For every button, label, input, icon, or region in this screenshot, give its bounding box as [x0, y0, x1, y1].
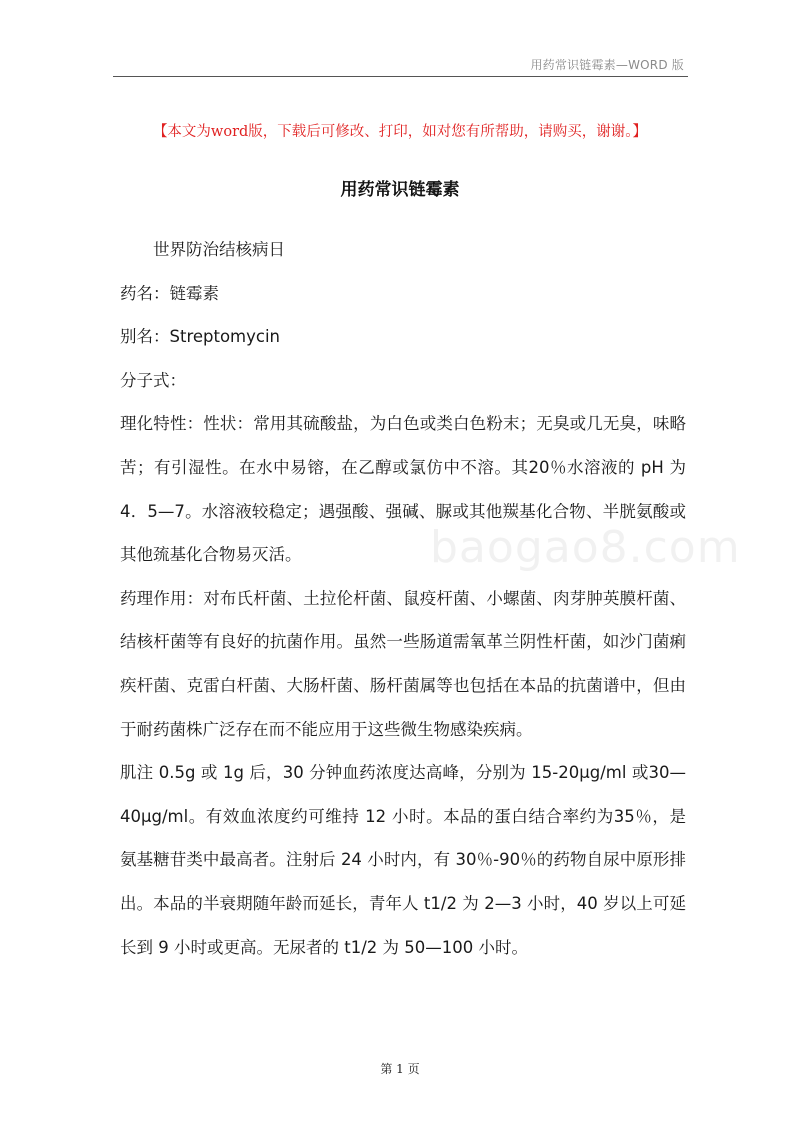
- paragraph-drug-name: 药名：链霉素: [120, 283, 219, 303]
- header-rule: [113, 76, 688, 77]
- paragraph-pharmacokinetics: 肌注 0.5g 或 1g 后，30 分钟血药浓度达高峰，分别为 15-20μg/ml 或30—40μg/ml。有效血浓度约可维持 12 小时。本品的蛋白结合率约为35％，是氨基糖苷类中最高者。注射后 24 小时内，有 30％-90％的药物自尿中原形排出。本品的半衰期随年龄而延长，青年人 t1/2 为 2—3 小时，40 岁以上可延长到 9 小时或更高。无尿者的 t1/2 为 50—100 小时。: [120, 763, 686, 957]
- page-number: 第 1 页: [380, 1062, 420, 1076]
- document-body: [120, 228, 686, 969]
- paragraph-formula: 分子式：: [120, 370, 186, 390]
- paragraph-alias: 别名：Streptomycin: [120, 327, 281, 347]
- paragraph-pharmacology: 药理作用：对布氏杆菌、土拉伦杆菌、鼠疫杆菌、小螺菌、肉芽肿英膜杆菌、结核杆菌等有良好的抗菌作用。虽然一些肠道需氧革兰阴性杆菌，如沙门菌痢疾杆菌、克雷白杆菌、大肠杆菌、肠杆菌属等也包括在本品的抗菌谱中，但由于耐药菌株广泛存在而不能应用于这些微生物感染疾病。: [120, 588, 686, 739]
- running-header: 用药常识链霉素—WORD 版: [530, 58, 684, 72]
- download-notice: 【本文为word版，下载后可修改、打印，如对您有所帮助，请购买，谢谢。】: [152, 124, 648, 140]
- document-title: 用药常识链霉素: [340, 180, 460, 200]
- watermark: baogao8.com: [430, 522, 741, 573]
- paragraph-subtitle: 世界防治结核病日: [153, 240, 285, 259]
- paragraph-properties: 理化特性：性状：常用其硫酸盐，为白色或类白色粉末；无臭或几无臭，味略苦；有引湿性。在水中易镕，在乙醇或氯仿中不溶。其20％水溶液的 pH 为 4．5—7。水溶液较稳定；遇强酸、强碱、脲或其他羰基化合物、半胱氨酸或其他巯基化合物易灭活。: [120, 414, 686, 565]
